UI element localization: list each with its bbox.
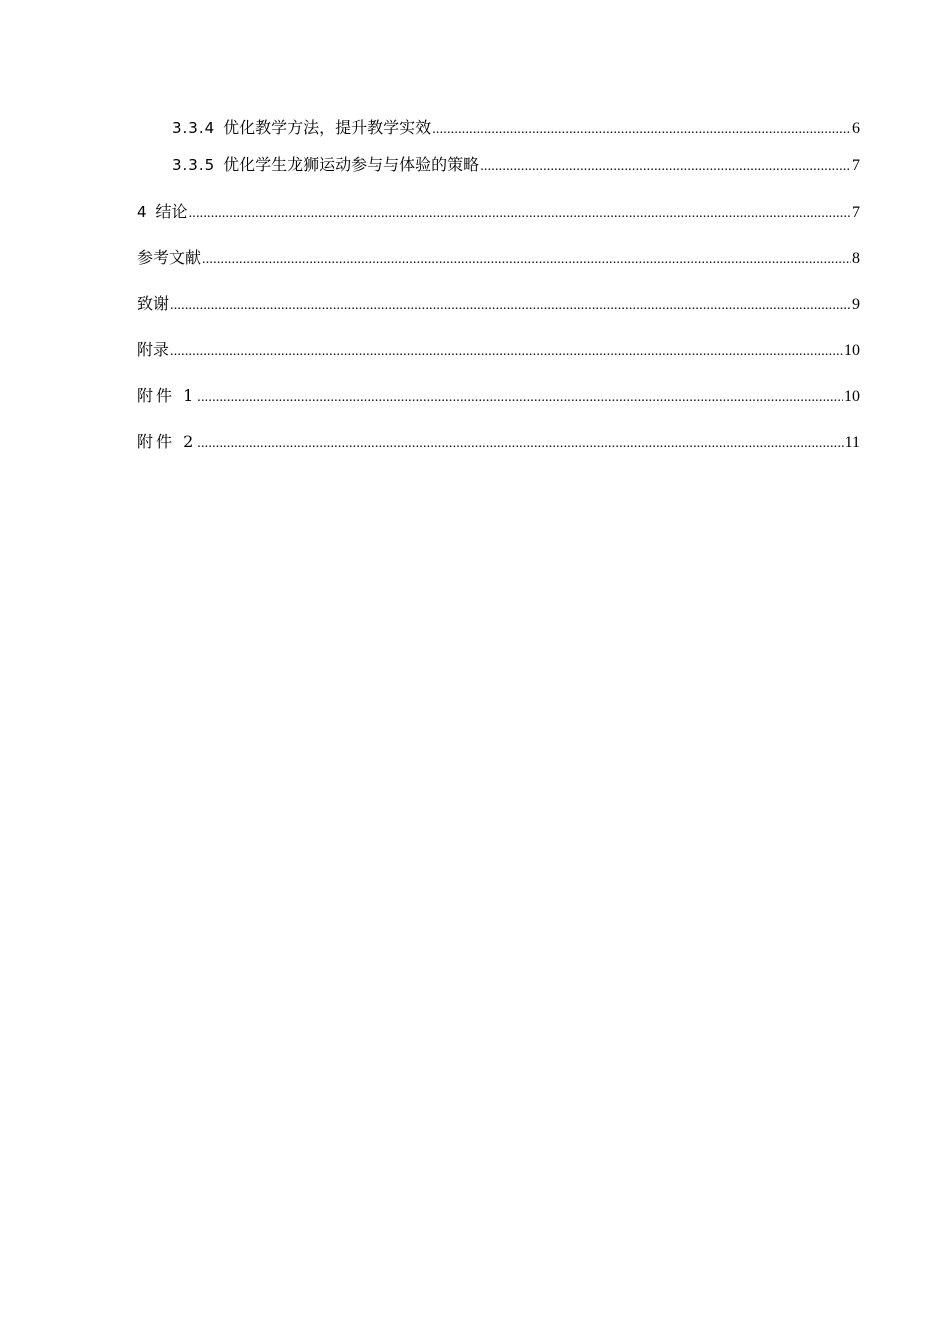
toc-entry-attachment-2[interactable] xyxy=(137,429,860,455)
toc-entry-references[interactable] xyxy=(137,245,860,271)
toc-entry-title: 结论 xyxy=(155,202,188,221)
toc-entry-3-3-4[interactable] xyxy=(172,115,860,141)
toc-entry-page: 9 xyxy=(852,296,860,313)
toc-dot-leader xyxy=(189,201,851,227)
toc-entry-page: 8 xyxy=(852,250,860,267)
toc-entry-4[interactable] xyxy=(137,199,860,225)
toc-entry-number: 4 xyxy=(137,203,148,221)
toc-entry-page: 11 xyxy=(844,434,860,451)
toc-entry-title: 致谢 xyxy=(137,294,170,313)
toc-dot-leader xyxy=(197,431,843,457)
toc-dot-leader xyxy=(170,339,843,365)
toc-entry-title: 参考文献 xyxy=(137,248,202,267)
toc-dot-leader xyxy=(480,154,851,180)
toc-dot-leader xyxy=(170,293,851,319)
toc-entry-page: 6 xyxy=(852,120,860,137)
toc-entry-title: 附录 xyxy=(137,340,170,359)
toc-entry-acknowledgements[interactable] xyxy=(137,291,860,317)
toc-entry-page: 7 xyxy=(852,204,860,221)
toc-entry-3-3-5[interactable] xyxy=(172,152,860,178)
toc-entry-title: 优化学生龙狮运动参与与体验的策略 xyxy=(223,155,480,174)
toc-dot-leader xyxy=(197,385,843,411)
toc-entry-page: 10 xyxy=(844,342,860,359)
toc-dot-leader xyxy=(202,247,851,273)
toc-entry-page: 7 xyxy=(852,157,860,174)
toc-entry-attachment-1[interactable] xyxy=(137,383,860,409)
toc-entry-appendix[interactable] xyxy=(137,337,860,363)
toc-entry-number: 3.3.5 xyxy=(172,156,216,174)
toc-dot-leader xyxy=(432,117,851,143)
toc-entry-title: 优化教学方法，提升教学实效 xyxy=(223,118,432,137)
toc-entry-number: 3.3.4 xyxy=(172,119,216,137)
toc-entry-page: 10 xyxy=(844,388,860,405)
toc-entry-title: 附件 1 xyxy=(137,386,197,405)
toc-entry-title: 附件 2 xyxy=(137,432,197,451)
